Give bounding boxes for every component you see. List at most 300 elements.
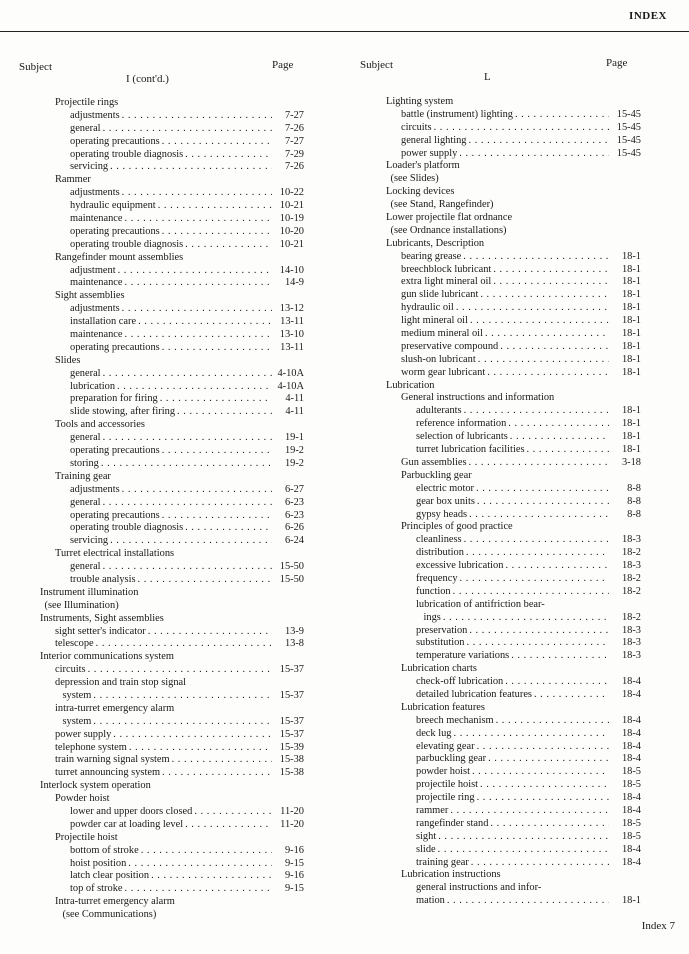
index-entry-page: 18-1: [621, 315, 641, 327]
index-entry-page: 10-20: [279, 225, 304, 237]
index-entry: [386, 431, 641, 444]
index-entry-page: 19-2: [284, 445, 304, 457]
index-entry-subject: Lubricants, Description: [386, 237, 485, 249]
dot-leader: [510, 431, 609, 444]
index-entry-page: 18-1: [621, 431, 641, 443]
index-entry: [386, 122, 641, 135]
left-section-letter: I (cont'd.): [126, 73, 169, 85]
index-entry-subject: powder car at loading level: [70, 818, 184, 830]
dot-leader: [459, 148, 609, 161]
index-entry-page: 6-24: [284, 535, 304, 547]
dot-leader: [128, 858, 272, 871]
page-footer: Index 7: [641, 920, 675, 932]
index-entry: [40, 136, 304, 149]
index-entry-page: 18-4: [621, 676, 641, 688]
index-entry-subject: servicing: [70, 161, 109, 173]
index-entry-page: 18-2: [621, 585, 641, 597]
dot-leader: [469, 135, 610, 148]
index-entry: [40, 471, 304, 484]
index-entry: [40, 613, 304, 626]
index-entry-subject: telescope: [55, 638, 94, 650]
index-entry-subject: Lubrication: [386, 379, 435, 391]
index-entry: [386, 160, 641, 173]
index-entry-page: 18-1: [621, 895, 641, 907]
index-entry: [386, 741, 641, 754]
index-entry: [386, 715, 641, 728]
index-entry: [386, 560, 641, 573]
index-entry-subject: adjustments: [70, 303, 120, 315]
dot-leader: [472, 766, 609, 779]
index-entry: [386, 444, 641, 457]
index-entry-page: 18-1: [621, 263, 641, 275]
index-entry: [40, 303, 304, 316]
index-entry-page: 18-4: [621, 804, 641, 816]
dot-leader: [160, 393, 272, 406]
index-entry-page: 18-3: [621, 534, 641, 546]
index-entry-subject: extra light mineral oil: [401, 276, 492, 288]
index-entry-subject: gun slide lubricant: [401, 289, 479, 301]
index-entry-subject: Rammer: [55, 174, 91, 186]
index-entry-subject: circuits: [55, 664, 86, 676]
index-entry-subject: Locking devices: [386, 186, 455, 198]
index-entry-subject: general: [70, 367, 101, 379]
index-entry: [386, 392, 641, 405]
index-entry: [386, 380, 641, 393]
index-entry: [40, 393, 304, 406]
left-page-heading: Page: [272, 59, 294, 71]
index-entry: [386, 238, 641, 251]
dot-leader: [185, 149, 272, 162]
index-entry-subject: Principles of good practice: [401, 521, 513, 533]
right-section-letter: L: [484, 71, 491, 83]
index-entry: [40, 664, 304, 677]
index-entry-subject: sight setter's indicator: [55, 625, 146, 637]
index-entry-subject: trouble analysis: [70, 573, 136, 585]
index-entry-subject: Projectile hoist: [55, 831, 118, 843]
index-entry-subject: Gun assemblies: [401, 456, 467, 468]
dot-leader: [456, 302, 609, 315]
index-entry: [386, 148, 641, 161]
index-entry-subject: training gear: [416, 856, 469, 868]
dot-leader: [460, 573, 609, 586]
index-entry-subject: detailed lubrication features: [416, 688, 532, 700]
index-entry-subject: operating trouble diagnosis: [70, 148, 184, 160]
index-entry-subject: circuits: [401, 121, 432, 133]
index-entry-page: 18-3: [621, 637, 641, 649]
index-entry: [386, 135, 641, 148]
dot-leader: [125, 329, 272, 342]
dot-leader: [117, 381, 272, 394]
index-entry-page: 19-2: [284, 457, 304, 469]
index-entry-page: 15-37: [279, 715, 304, 727]
index-entry-subject: general: [70, 122, 101, 134]
index-entry-subject: general instructions and infor-: [416, 882, 542, 894]
index-entry: [386, 844, 641, 857]
index-entry-subject: slide: [416, 843, 436, 855]
index-entry-subject: ings: [423, 611, 441, 623]
dot-leader: [470, 315, 609, 328]
right-index-column: [386, 96, 641, 908]
dot-leader: [138, 574, 272, 587]
index-entry-subject: elevating gear: [416, 740, 475, 752]
index-entry: [40, 239, 304, 252]
index-entry-page: 18-1: [621, 418, 641, 430]
index-entry-page: 18-5: [621, 830, 641, 842]
index-entry-page: 15-38: [279, 754, 304, 766]
dot-leader: [493, 264, 609, 277]
dot-leader: [496, 715, 609, 728]
index-entry: [386, 496, 641, 509]
index-entry: [386, 354, 641, 367]
index-entry-subject: operating precautions: [70, 341, 160, 353]
index-entry: [386, 882, 641, 895]
index-entry-page: 9-16: [284, 870, 304, 882]
index-entry: [386, 457, 641, 470]
index-entry-subject: preservative compound: [401, 340, 499, 352]
index-entry: [40, 187, 304, 200]
index-entry-subject: reference information: [416, 418, 507, 430]
index-entry-page: 18-1: [621, 405, 641, 417]
dot-leader: [110, 161, 272, 174]
index-entry-page: 18-2: [621, 547, 641, 559]
index-entry-subject: Interlock system operation: [40, 780, 151, 792]
dot-leader: [526, 444, 609, 457]
index-entry-subject: Loader's platform: [386, 160, 460, 172]
index-entry-subject: maintenance: [70, 277, 123, 289]
index-entry: [40, 342, 304, 355]
index-entry-page: 11-20: [280, 818, 304, 830]
index-entry-subject: projectile hoist: [416, 779, 479, 791]
index-entry-page: 18-4: [621, 740, 641, 752]
index-entry-page: 18-3: [621, 560, 641, 572]
index-entry-subject: Turret electrical installations: [55, 548, 175, 560]
index-entry-page: 4-10A: [277, 380, 304, 392]
dot-leader: [500, 341, 609, 354]
dot-leader: [477, 741, 609, 754]
index-entry-page: 18-2: [621, 611, 641, 623]
index-entry-page: 14-10: [279, 264, 304, 276]
index-entry-subject: general: [70, 432, 101, 444]
dot-leader: [453, 586, 609, 599]
dot-leader: [478, 354, 609, 367]
index-entry-page: 13-9: [284, 625, 304, 637]
dot-leader: [185, 239, 272, 252]
index-entry-page: 18-4: [621, 856, 641, 868]
dot-leader: [469, 457, 609, 470]
index-entry: [386, 186, 641, 199]
index-entry-subject: temperature variations: [416, 650, 510, 662]
index-entry-subject: parbuckling gear: [416, 753, 487, 765]
index-entry: [386, 689, 641, 702]
index-entry-subject: cleanliness: [416, 534, 462, 546]
index-entry-subject: substitution: [416, 637, 465, 649]
dot-leader: [466, 547, 609, 560]
index-entry: [40, 200, 304, 213]
index-entry: [40, 819, 304, 832]
index-entry: [386, 289, 641, 302]
index-entry-page: 9-16: [284, 844, 304, 856]
dot-leader: [469, 509, 609, 522]
index-entry: [386, 276, 641, 289]
index-entry: [40, 677, 304, 690]
index-entry-page: 18-1: [621, 276, 641, 288]
index-entry-subject: light mineral oil: [401, 315, 468, 327]
index-entry: [40, 832, 304, 845]
index-entry: [386, 264, 641, 277]
index-entry-subject: operating precautions: [70, 509, 160, 521]
dot-leader: [438, 844, 609, 857]
index-entry: [40, 767, 304, 780]
dot-leader: [158, 200, 272, 213]
dot-leader: [511, 650, 609, 663]
index-entry-subject: top of stroke: [70, 883, 123, 895]
dot-leader: [505, 560, 609, 573]
index-entry-page: 13-10: [279, 329, 304, 341]
index-entry-subject: operating precautions: [70, 445, 160, 457]
index-entry-subject: Lighting system: [386, 96, 454, 107]
index-entry-page: 4-11: [285, 406, 304, 418]
index-entry: [40, 355, 304, 368]
left-subject-heading: Subject: [19, 61, 52, 73]
index-entry: [386, 315, 641, 328]
dot-leader: [141, 845, 272, 858]
dot-leader: [450, 805, 609, 818]
index-entry: [40, 174, 304, 187]
dot-leader: [110, 535, 272, 548]
dot-leader: [162, 445, 272, 458]
index-entry: [40, 651, 304, 664]
index-entry-page: 11-20: [280, 805, 304, 817]
index-entry-subject: gear box units: [416, 495, 475, 507]
index-entry-subject: distribution: [416, 547, 464, 559]
index-entry: [40, 780, 304, 793]
index-entry-page: 18-4: [621, 792, 641, 804]
index-entry: [40, 510, 304, 523]
index-entry-page: 14-9: [284, 277, 304, 289]
index-entry-page: 13-11: [280, 341, 304, 353]
index-entry: [386, 173, 641, 186]
index-entry-subject: hoist position: [70, 857, 127, 869]
index-entry: [386, 792, 641, 805]
dot-leader: [151, 870, 272, 883]
index-entry-subject: operating precautions: [70, 135, 160, 147]
index-entry-page: 4-11: [285, 393, 304, 405]
index-entry: [40, 845, 304, 858]
index-entry-subject: general: [70, 561, 101, 573]
dot-leader: [103, 561, 272, 574]
index-entry: [386, 702, 641, 715]
index-entry-page: 3-18: [621, 456, 641, 468]
index-entry-subject: operating trouble diagnosis: [70, 238, 184, 250]
index-entry-page: 7-27: [284, 135, 304, 147]
index-entry-page: 15-45: [616, 147, 641, 159]
dot-leader: [177, 406, 272, 419]
dot-leader: [93, 690, 272, 703]
index-entry-page: 15-45: [616, 134, 641, 146]
right-subject-heading: Subject: [360, 59, 393, 71]
index-entry-subject: battle (instrument) lighting: [401, 108, 513, 120]
index-entry: [40, 226, 304, 239]
index-entry-subject: lubrication of antifriction bear-: [416, 598, 545, 610]
index-entry: [386, 534, 641, 547]
index-entry: [40, 626, 304, 639]
index-entry-subject: Instrument illumination: [40, 586, 139, 598]
dot-leader: [490, 818, 609, 831]
index-entry: [40, 149, 304, 162]
index-entry-page: 15-45: [616, 108, 641, 120]
index-entry-subject: operating precautions: [70, 225, 160, 237]
index-entry-page: 15-45: [616, 121, 641, 133]
dot-leader: [148, 626, 272, 639]
index-entry-subject: preparation for firing: [70, 393, 158, 405]
index-entry-subject: bearing grease: [401, 250, 462, 262]
index-entry-page: 18-5: [621, 766, 641, 778]
index-entry-page: 15-37: [279, 664, 304, 676]
index-entry: [386, 612, 641, 625]
index-entry-subject: adjustment: [70, 264, 116, 276]
dot-leader: [162, 510, 272, 523]
index-entry-subject: maintenance: [70, 213, 123, 225]
index-entry: [40, 638, 304, 651]
dot-leader: [125, 277, 272, 290]
index-entry-subject: breech mechanism: [416, 714, 494, 726]
dot-leader: [172, 754, 272, 767]
index-entry-subject: bottom of stroke: [70, 844, 139, 856]
index-entry: [386, 509, 641, 522]
dot-leader: [194, 806, 272, 819]
index-entry: [40, 806, 304, 819]
index-entry-subject: system: [62, 715, 92, 727]
dot-leader: [103, 497, 272, 510]
dot-leader: [464, 534, 609, 547]
index-entry-page: 19-1: [284, 432, 304, 444]
dot-leader: [469, 625, 609, 638]
index-entry-subject: (see Communications): [62, 909, 157, 921]
index-entry-subject: telephone system: [55, 741, 127, 753]
index-entry: [386, 650, 641, 663]
index-entry-page: 15-38: [279, 767, 304, 779]
index-entry-subject: Powder hoist: [55, 793, 110, 805]
index-entry-subject: turret announcing system: [55, 767, 161, 779]
dot-leader: [122, 187, 272, 200]
index-entry: [386, 663, 641, 676]
index-entry: [386, 586, 641, 599]
index-entry-page: 18-4: [621, 753, 641, 765]
index-entry: [40, 213, 304, 226]
dot-leader: [162, 767, 272, 780]
index-entry-subject: projectile ring: [416, 792, 475, 804]
index-entry-subject: lubrication: [70, 380, 116, 392]
index-entry-page: 7-26: [284, 122, 304, 134]
index-entry-subject: selection of lubricants: [416, 431, 508, 443]
index-entry-page: 6-23: [284, 496, 304, 508]
dot-leader: [434, 122, 609, 135]
index-entry-subject: Instruments, Sight assemblies: [40, 612, 164, 624]
index-entry-page: 13-8: [284, 638, 304, 650]
index-entry-page: 4-10A: [277, 367, 304, 379]
index-entry-subject: depression and train stop signal: [55, 677, 187, 689]
index-entry: [386, 405, 641, 418]
index-entry-page: 10-21: [279, 238, 304, 250]
index-entry-page: 15-37: [279, 728, 304, 740]
index-entry: [40, 458, 304, 471]
index-entry: [40, 445, 304, 458]
dot-leader: [103, 368, 272, 381]
index-entry: [40, 574, 304, 587]
dot-leader: [93, 716, 272, 729]
index-entry: [386, 573, 641, 586]
index-entry-page: 18-4: [621, 727, 641, 739]
index-entry-subject: servicing: [70, 535, 109, 547]
index-entry: [386, 676, 641, 689]
index-entry-subject: general lighting: [401, 134, 467, 146]
dot-leader: [125, 213, 272, 226]
index-entry-page: 18-3: [621, 650, 641, 662]
index-entry-subject: Rangefinder mount assemblies: [55, 251, 184, 263]
index-entry-subject: check-off lubrication: [416, 676, 504, 688]
index-entry: [386, 109, 641, 122]
index-entry: [40, 329, 304, 342]
index-entry-page: 18-4: [621, 714, 641, 726]
dot-leader: [129, 742, 272, 755]
index-entry-subject: power supply: [401, 147, 458, 159]
index-entry: [40, 587, 304, 600]
left-index-column: [40, 97, 304, 922]
dot-leader: [162, 226, 272, 239]
index-entry: [40, 896, 304, 909]
index-entry: [40, 522, 304, 535]
dot-leader: [103, 123, 272, 136]
index-entry: [40, 909, 304, 922]
index-entry: [40, 161, 304, 174]
index-entry: [40, 870, 304, 883]
index-entry: [40, 406, 304, 419]
index-entry: [386, 328, 641, 341]
index-entry-subject: rammer: [416, 804, 449, 816]
index-entry-subject: Lower projectile flat ordnance: [386, 212, 513, 224]
page-header-title: INDEX: [629, 10, 667, 22]
index-entry-subject: Interior communications system: [40, 651, 174, 663]
index-entry: [40, 252, 304, 265]
index-entry: [386, 367, 641, 380]
index-entry-subject: slush-on lubricant: [401, 353, 476, 365]
dot-leader: [438, 831, 609, 844]
dot-leader: [454, 728, 610, 741]
index-entry-subject: electric motor: [416, 482, 474, 494]
index-entry-subject: Lubrication charts: [401, 663, 477, 675]
dot-leader: [103, 432, 272, 445]
index-entry-page: 13-11: [280, 316, 304, 328]
index-entry: [386, 225, 641, 238]
index-entry: [40, 883, 304, 896]
index-entry-subject: Sight assemblies: [55, 290, 125, 302]
index-entry-subject: gypsy heads: [416, 508, 468, 520]
index-entry-page: 18-1: [621, 340, 641, 352]
index-entry-subject: Tools and accessories: [55, 419, 145, 431]
index-entry: [40, 600, 304, 613]
index-entry: [40, 123, 304, 136]
dot-leader: [113, 729, 272, 742]
index-entry: [40, 110, 304, 123]
dot-leader: [122, 303, 272, 316]
index-entry-subject: function: [416, 585, 451, 597]
index-entry: [386, 483, 641, 496]
index-entry-page: 18-4: [621, 843, 641, 855]
index-entry-subject: mation: [416, 895, 445, 907]
index-entry-subject: Projectile rings: [55, 97, 119, 108]
index-entry: [40, 858, 304, 871]
index-entry-subject: Intra-turret emergency alarm: [55, 896, 175, 908]
